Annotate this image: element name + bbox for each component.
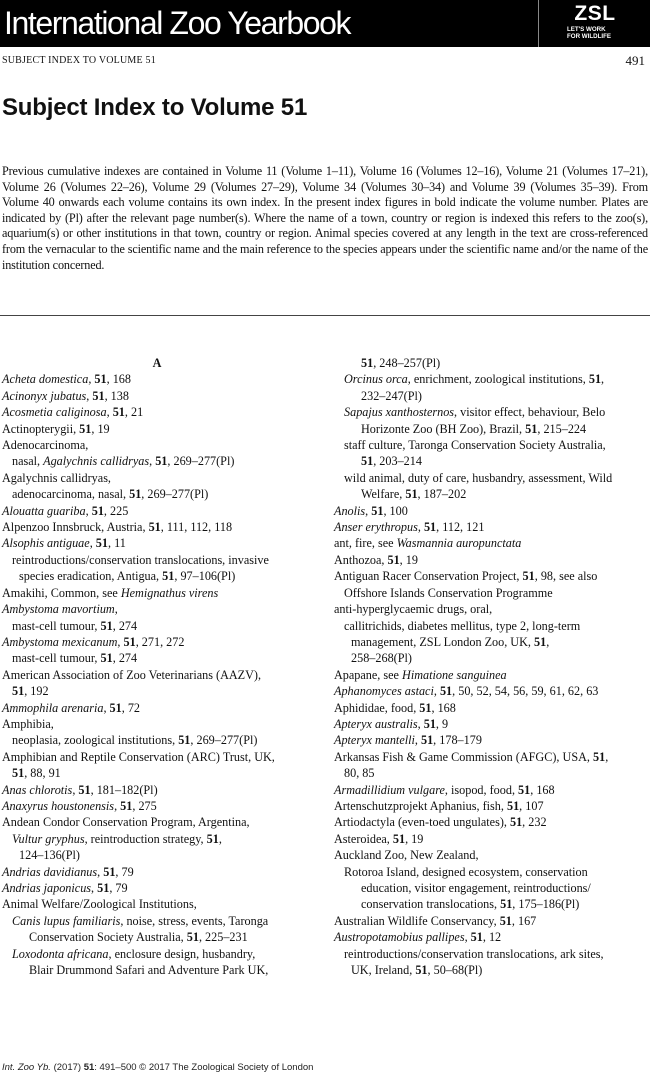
index-entry: Amakihi, Common, see Hemignathus virens: [2, 585, 219, 600]
index-entry-continuation: 51, 88, 91: [12, 766, 61, 781]
index-subentry: Canis lupus familiaris, noise, stress, events, Taronga: [12, 913, 269, 928]
index-subentry: Orcinus orca, enrichment, zoological institutions, 51,: [344, 372, 605, 387]
page-title: Subject Index to Volume 51: [2, 94, 308, 121]
index-entry: Apteryx mantelli, 51, 178–179: [334, 733, 482, 748]
index-entry: Acosmetia caliginosa, 51, 21: [2, 405, 144, 420]
index-entry: Andrias davidianus, 51, 79: [2, 864, 134, 879]
index-entry: Asteroidea, 51, 19: [334, 831, 424, 846]
index-entry: Armadillidium vulgare, isopod, food, 51, 168: [334, 782, 555, 797]
index-subentry-continuation: Conservation Society Australia, 51, 225–231: [29, 930, 248, 945]
index-entry: anti-hyperglycaemic drugs, oral,: [334, 602, 493, 617]
index-entry: Adenocarcinoma,: [2, 438, 89, 453]
index-entry: Andean Condor Conservation Program, Argentina,: [2, 815, 250, 830]
index-entry: Anolis, 51, 100: [334, 503, 408, 518]
index-subentry-continuation: species eradication, Antigua, 51, 97–106(Pl): [19, 569, 236, 584]
index-entry: Antiguan Racer Conservation Project, 51, 98, see also: [334, 569, 598, 584]
index-entry: Alpenzoo Innsbruck, Austria, 51, 111, 112, 118: [2, 520, 233, 535]
index-subentry-continuation: UK, Ireland, 51, 50–68(Pl): [351, 963, 483, 978]
running-head: SUBJECT INDEX TO VOLUME 51: [2, 55, 156, 66]
index-entry: Ambystoma mexicanum, 51, 271, 272: [2, 634, 185, 649]
index-subentry: Rotoroa Island, designed ecosystem, conservation: [344, 864, 588, 879]
journal-banner: [0, 0, 650, 47]
index-entry: Animal Welfare/Zoological Institutions,: [2, 897, 197, 912]
index-entry: Arkansas Fish & Game Commission (AFGC), USA, 51,: [334, 749, 609, 764]
index-entry: Apteryx australis, 51, 9: [334, 716, 449, 731]
index-entry: Amphibian and Reptile Conservation (ARC) Trust, UK,: [2, 749, 275, 764]
index-subentry: Loxodonta africana, enclosure design, husbandry,: [12, 946, 256, 961]
index-subentry-continuation: 51, 248–257(Pl): [361, 356, 441, 370]
zsl-logo-text: ZSL: [574, 2, 616, 25]
index-subentry: mast-cell tumour, 51, 274: [12, 618, 138, 633]
index-subentry: Vultur gryphus, reintroduction strategy, 51,: [12, 831, 222, 846]
index-subentry-continuation: Horizonte Zoo (BH Zoo), Brazil, 51, 215–224: [361, 421, 587, 436]
index-subentry-continuation: 232–247(Pl): [361, 388, 422, 403]
index-subentry: staff culture, Taronga Conservation Society Australia,: [344, 438, 606, 453]
index-entry: Acinonyx jubatus, 51, 138: [2, 388, 129, 403]
index-letter-heading: A: [152, 356, 162, 370]
index-entry: Australian Wildlife Conservancy, 51, 167: [334, 913, 537, 928]
index-subentry: nasal, Agalychnis callidryas, 51, 269–277(Pl): [12, 454, 235, 469]
index-entry: Austropotamobius pallipes, 51, 12: [334, 930, 502, 945]
index-entry: Aphididae, food, 51, 168: [334, 700, 456, 715]
index-entry: Anas chlorotis, 51, 181–182(Pl): [2, 782, 158, 797]
index-column-left: [2, 355, 312, 978]
section-divider: [0, 315, 650, 316]
index-subentry-continuation: education, visitor engagement, reintroductions/: [361, 881, 591, 895]
index-entry: Anser erythropus, 51, 112, 121: [334, 520, 485, 535]
index-subentry: mast-cell tumour, 51, 274: [12, 651, 138, 666]
index-entry: Anthozoa, 51, 19: [334, 552, 418, 567]
index-entry-continuation: Offshore Islands Conservation Programme: [344, 585, 553, 600]
index-entry-continuation: 51, 192: [12, 684, 49, 699]
journal-title: International Zoo Yearbook: [4, 5, 351, 41]
zsl-tagline-2: FOR WILDLIFE: [567, 33, 611, 40]
index-subentry-continuation: conservation translocations, 51, 175–186(Pl): [361, 897, 580, 912]
citation-footer: Int. Zoo Yb. (2017) 51: 491–500 © 2017 The Zoological Society of London: [2, 1062, 314, 1073]
index-entry-continuation: 80, 85: [344, 766, 375, 781]
index-column-right: [334, 355, 644, 978]
index-subentry-continuation: 51, 203–214: [361, 454, 422, 469]
index-subentry-continuation: 258–268(Pl): [351, 651, 412, 666]
index-entry: Alsophis antiguae, 51, 11: [2, 536, 126, 551]
index-entry: Ammophila arenaria, 51, 72: [2, 700, 141, 715]
index-entry: Artiodactyla (even-toed ungulates), 51, 232: [334, 815, 547, 830]
index-entry: Acheta domestica, 51, 168: [2, 372, 131, 387]
index-entry: Anaxyrus houstonensis, 51, 275: [2, 798, 157, 813]
index-entry: Ambystoma mavortium,: [2, 602, 118, 617]
intro-paragraph: Previous cumulative indexes are contained in Volume 11 (Volume 1–11), Volume 16 (Volumes 12–16), Volume 21 (Volumes 17–21), Volume 26 (Volumes 22–26), Volume 29 (Volumes 27–29), Volume 34 (Volumes 30–34) and Volume 39 (Volumes 35–39). From Volume 40 onwards each volume contains its own index. In the present index figures in bold indicate the volume number. Plates are indicated by (Pl) after the relevant page number(s). Where the name of a town, country or region is indexed this refers to the zoo(s), aquarium(s) or other institutions in that town, country or region. Animal species covered at any length in the text are cross-referenced from the vernacular to the scientific name and the main reference to the species appears under the scientific name and/or the name of the institution concerned.: [2, 164, 648, 272]
index-subentry-continuation: 124–136(Pl): [19, 848, 80, 863]
zsl-logo: [538, 0, 650, 47]
index-subentry-continuation: Blair Drummond Safari and Adventure Park UK,: [29, 963, 269, 978]
page-number: 491: [625, 53, 645, 68]
index-subentry: Sapajus xanthosternos, visitor effect, behaviour, Belo: [344, 405, 606, 420]
index-subentry: reintroductions/conservation translocations, ark sites,: [344, 946, 604, 961]
index-entry: Aphanomyces astaci, 51, 50, 52, 54, 56, 59, 61, 62, 63: [334, 684, 599, 699]
zsl-tagline-1: LET'S WORK: [567, 26, 606, 33]
index-entry: Andrias japonicus, 51, 79: [2, 881, 128, 895]
index-entry: ant, fire, see Wasmannia auropunctata: [334, 536, 522, 551]
index-subentry: adenocarcinoma, nasal, 51, 269–277(Pl): [12, 487, 209, 502]
index-subentry-continuation: Welfare, 51, 187–202: [361, 487, 467, 502]
index-subentry: reintroductions/conservation translocations, invasive: [12, 552, 269, 567]
index-subentry-continuation: management, ZSL London Zoo, UK, 51,: [351, 634, 550, 649]
index-entry: Actinopterygii, 51, 19: [2, 421, 110, 436]
index-entry: Alouatta guariba, 51, 225: [2, 503, 129, 518]
index-entry: American Association of Zoo Veterinarians (AAZV),: [2, 667, 262, 682]
index-entry: Auckland Zoo, New Zealand,: [334, 848, 479, 863]
index-entry: Apapane, see Himatione sanguinea: [334, 667, 507, 682]
index-entry: Artenschutzprojekt Aphanius, fish, 51, 107: [334, 798, 544, 813]
index-subentry: neoplasia, zoological institutions, 51, 269–277(Pl): [12, 733, 258, 748]
index-subentry: callitrichids, diabetes mellitus, type 2, long-term: [344, 618, 581, 633]
index-entry: Amphibia,: [2, 716, 54, 731]
index-subentry: wild animal, duty of care, husbandry, assessment, Wild: [344, 470, 613, 485]
index-entry: Agalychnis callidryas,: [2, 470, 111, 485]
